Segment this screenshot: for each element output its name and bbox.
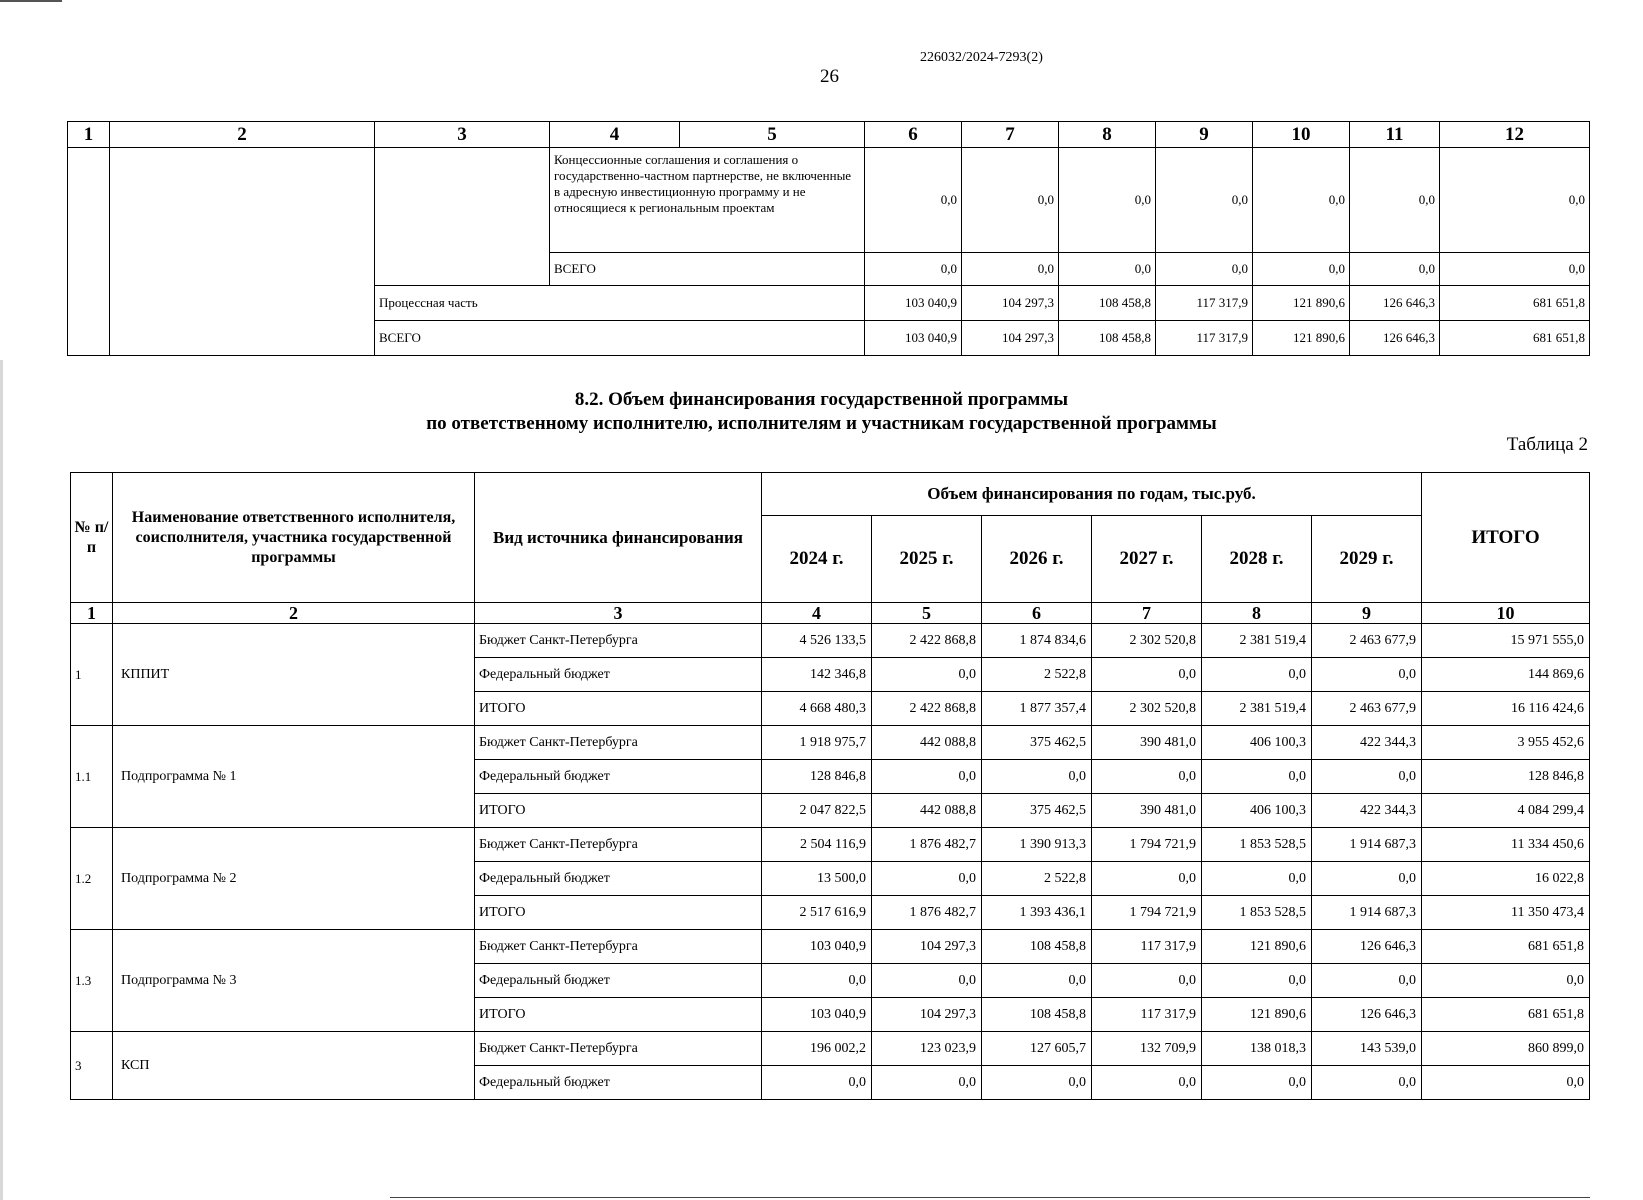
value-cell: 375 462,5 xyxy=(982,726,1092,760)
value-cell: 0,0 xyxy=(1253,253,1350,286)
value-cell: 0,0 xyxy=(865,148,962,253)
column-number: 7 xyxy=(962,122,1059,148)
column-number: 3 xyxy=(375,122,550,148)
table-row xyxy=(71,930,1590,964)
value-cell: 2 381 519,4 xyxy=(1202,624,1312,658)
funding-source: Федеральный бюджет xyxy=(475,760,762,794)
row-code: 1.3 xyxy=(71,930,113,1032)
header-total: ИТОГО xyxy=(1422,473,1590,603)
participant-name: Подпрограмма № 2 xyxy=(113,828,475,930)
value-cell: 442 088,8 xyxy=(872,726,982,760)
value-cell: 1 390 913,3 xyxy=(982,828,1092,862)
value-cell: 126 646,3 xyxy=(1350,286,1440,321)
value-cell: 0,0 xyxy=(1092,964,1202,998)
header-source: Вид источника финансирования xyxy=(475,473,762,603)
value-cell: 0,0 xyxy=(1202,964,1312,998)
empty-cell-col3 xyxy=(375,148,550,286)
value-cell: 121 890,6 xyxy=(1253,321,1350,356)
header-years-span: Объем финансирования по годам, тыс.руб. xyxy=(762,473,1422,516)
funding-source: Федеральный бюджет xyxy=(475,658,762,692)
value-cell: 0,0 xyxy=(982,964,1092,998)
value-cell: 0,0 xyxy=(865,253,962,286)
total-cell: 16 116 424,6 xyxy=(1422,692,1590,726)
value-cell: 2 302 520,8 xyxy=(1092,624,1202,658)
value-cell: 0,0 xyxy=(872,658,982,692)
value-cell: 0,0 xyxy=(1156,253,1253,286)
value-cell: 442 088,8 xyxy=(872,794,982,828)
column-number: 8 xyxy=(1202,603,1312,624)
column-number: 8 xyxy=(1059,122,1156,148)
total-cell: 0,0 xyxy=(1422,964,1590,998)
column-number: 1 xyxy=(68,122,110,148)
value-cell: 0,0 xyxy=(962,148,1059,253)
value-cell: 103 040,9 xyxy=(762,998,872,1032)
value-cell: 138 018,3 xyxy=(1202,1032,1312,1066)
value-cell: 0,0 xyxy=(1059,253,1156,286)
column-number: 11 xyxy=(1350,122,1440,148)
value-cell: 0,0 xyxy=(1092,1066,1202,1100)
table-row xyxy=(71,1032,1590,1066)
table-row xyxy=(71,726,1590,760)
value-cell: 0,0 xyxy=(1312,964,1422,998)
value-cell: 0,0 xyxy=(1350,253,1440,286)
funding-source: Бюджет Санкт-Петербурга xyxy=(475,828,762,862)
value-cell: 0,0 xyxy=(1312,1066,1422,1100)
value-cell: 0,0 xyxy=(982,1066,1092,1100)
column-number: 12 xyxy=(1440,122,1590,148)
row-code: 1.1 xyxy=(71,726,113,828)
value-cell: 117 317,9 xyxy=(1092,930,1202,964)
scan-shadow xyxy=(0,360,3,1200)
funding-source: ИТОГО xyxy=(475,692,762,726)
column-number: 5 xyxy=(680,122,865,148)
value-cell: 143 539,0 xyxy=(1312,1032,1422,1066)
total-cell: 3 955 452,6 xyxy=(1422,726,1590,760)
value-cell: 0,0 xyxy=(1202,658,1312,692)
scan-edge-mark xyxy=(0,0,62,2)
value-cell: 0,0 xyxy=(1440,253,1590,286)
total-cell: 128 846,8 xyxy=(1422,760,1590,794)
column-number-row xyxy=(71,603,1590,624)
total-cell: 681 651,8 xyxy=(1422,998,1590,1032)
value-cell: 13 500,0 xyxy=(762,862,872,896)
value-cell: 1 874 834,6 xyxy=(982,624,1092,658)
value-cell: 2 463 677,9 xyxy=(1312,624,1422,658)
funding-source: Федеральный бюджет xyxy=(475,964,762,998)
value-cell: 2 422 868,8 xyxy=(872,624,982,658)
value-cell: 406 100,3 xyxy=(1202,794,1312,828)
value-cell: 390 481,0 xyxy=(1092,794,1202,828)
value-cell: 0,0 xyxy=(872,964,982,998)
concession-row xyxy=(68,148,1590,253)
bottom-rule xyxy=(390,1197,1590,1198)
value-cell: 103 040,9 xyxy=(762,930,872,964)
header-year: 2029 г. xyxy=(1312,516,1422,603)
value-cell: 128 846,8 xyxy=(762,760,872,794)
value-cell: 0,0 xyxy=(1253,148,1350,253)
funding-source: ИТОГО xyxy=(475,896,762,930)
table-row xyxy=(71,624,1590,658)
funding-source: Бюджет Санкт-Петербурга xyxy=(475,930,762,964)
value-cell: 2 463 677,9 xyxy=(1312,692,1422,726)
value-cell: 0,0 xyxy=(962,253,1059,286)
value-cell: 1 794 721,9 xyxy=(1092,828,1202,862)
value-cell: 2 422 868,8 xyxy=(872,692,982,726)
value-cell: 104 297,3 xyxy=(872,998,982,1032)
table-row xyxy=(71,828,1590,862)
participant-name: Подпрограмма № 1 xyxy=(113,726,475,828)
continuation-table xyxy=(67,121,1590,356)
value-cell: 1 876 482,7 xyxy=(872,828,982,862)
value-cell: 104 297,3 xyxy=(962,286,1059,321)
row-label: ВСЕГО xyxy=(550,253,865,286)
column-number: 3 xyxy=(475,603,762,624)
empty-cell-col2 xyxy=(110,148,375,356)
value-cell: 0,0 xyxy=(1440,148,1590,253)
total-cell: 15 971 555,0 xyxy=(1422,624,1590,658)
value-cell: 117 317,9 xyxy=(1156,321,1253,356)
value-cell: 0,0 xyxy=(762,1066,872,1100)
value-cell: 121 890,6 xyxy=(1202,930,1312,964)
row-label: Процессная часть xyxy=(375,286,865,321)
value-cell: 2 381 519,4 xyxy=(1202,692,1312,726)
value-cell: 121 890,6 xyxy=(1253,286,1350,321)
value-cell: 1 914 687,3 xyxy=(1312,896,1422,930)
value-cell: 108 458,8 xyxy=(1059,321,1156,356)
value-cell: 4 526 133,5 xyxy=(762,624,872,658)
value-cell: 390 481,0 xyxy=(1092,726,1202,760)
value-cell: 103 040,9 xyxy=(865,286,962,321)
column-number: 10 xyxy=(1422,603,1590,624)
funding-source: Бюджет Санкт-Петербурга xyxy=(475,726,762,760)
value-cell: 196 002,2 xyxy=(762,1032,872,1066)
value-cell: 0,0 xyxy=(1092,862,1202,896)
value-cell: 1 918 975,7 xyxy=(762,726,872,760)
participant-name: КСП xyxy=(113,1032,475,1100)
funding-source: ИТОГО xyxy=(475,998,762,1032)
column-number: 5 xyxy=(872,603,982,624)
value-cell: 0,0 xyxy=(982,760,1092,794)
table-label: Таблица 2 xyxy=(1506,434,1588,455)
header-year: 2024 г. xyxy=(762,516,872,603)
column-number: 7 xyxy=(1092,603,1202,624)
value-cell: 0,0 xyxy=(1350,148,1440,253)
value-cell: 1 794 721,9 xyxy=(1092,896,1202,930)
funding-source: Федеральный бюджет xyxy=(475,862,762,896)
header-name: Наименование ответственного исполнителя, соисполнителя, участника государственной программы xyxy=(113,473,475,603)
value-cell: 681 651,8 xyxy=(1440,286,1590,321)
section-title-line2: по ответственному исполнителю, исполнителям и участникам государственной программы xyxy=(426,413,1217,434)
value-cell: 121 890,6 xyxy=(1202,998,1312,1032)
funding-source: Федеральный бюджет xyxy=(475,1066,762,1100)
financing-table xyxy=(70,472,1590,1100)
funding-source: Бюджет Санкт-Петербурга xyxy=(475,624,762,658)
value-cell: 1 853 528,5 xyxy=(1202,828,1312,862)
value-cell: 0,0 xyxy=(872,1066,982,1100)
value-cell: 2 522,8 xyxy=(982,658,1092,692)
concession-label: Концессионные соглашения и соглашения о государственно-частном партнерстве, не включенные в адресную инвестиционную программу и не относящиеся к региональным проектам xyxy=(550,148,865,253)
value-cell: 2 504 116,9 xyxy=(762,828,872,862)
column-number: 10 xyxy=(1253,122,1350,148)
value-cell: 0,0 xyxy=(1059,148,1156,253)
value-cell: 104 297,3 xyxy=(872,930,982,964)
value-cell: 126 646,3 xyxy=(1312,998,1422,1032)
value-cell: 0,0 xyxy=(1312,760,1422,794)
participant-name: Подпрограмма № 3 xyxy=(113,930,475,1032)
value-cell: 1 876 482,7 xyxy=(872,896,982,930)
value-cell: 2 047 822,5 xyxy=(762,794,872,828)
header-year: 2026 г. xyxy=(982,516,1092,603)
column-number: 4 xyxy=(550,122,680,148)
value-cell: 117 317,9 xyxy=(1092,998,1202,1032)
row-code: 3 xyxy=(71,1032,113,1100)
column-number: 2 xyxy=(110,122,375,148)
row-code: 1.2 xyxy=(71,828,113,930)
total-cell: 681 651,8 xyxy=(1422,930,1590,964)
funding-source: ИТОГО xyxy=(475,794,762,828)
value-cell: 108 458,8 xyxy=(982,998,1092,1032)
column-number: 9 xyxy=(1156,122,1253,148)
value-cell: 126 646,3 xyxy=(1350,321,1440,356)
total-cell: 11 350 473,4 xyxy=(1422,896,1590,930)
row-code: 1 xyxy=(71,624,113,726)
column-number-row xyxy=(68,122,1590,148)
value-cell: 0,0 xyxy=(1312,862,1422,896)
value-cell: 422 344,3 xyxy=(1312,794,1422,828)
value-cell: 2 517 616,9 xyxy=(762,896,872,930)
column-number: 6 xyxy=(865,122,962,148)
value-cell: 375 462,5 xyxy=(982,794,1092,828)
value-cell: 104 297,3 xyxy=(962,321,1059,356)
column-number: 2 xyxy=(113,603,475,624)
value-cell: 0,0 xyxy=(1312,658,1422,692)
empty-cell-col1 xyxy=(68,148,110,356)
value-cell: 0,0 xyxy=(1202,760,1312,794)
header-year: 2025 г. xyxy=(872,516,982,603)
page-number: 26 xyxy=(820,66,839,87)
column-number: 1 xyxy=(71,603,113,624)
header-year: 2028 г. xyxy=(1202,516,1312,603)
value-cell: 1 393 436,1 xyxy=(982,896,1092,930)
value-cell: 126 646,3 xyxy=(1312,930,1422,964)
value-cell: 108 458,8 xyxy=(1059,286,1156,321)
document-code: 226032/2024-7293(2) xyxy=(920,50,1043,65)
value-cell: 4 668 480,3 xyxy=(762,692,872,726)
column-number: 4 xyxy=(762,603,872,624)
header-year: 2027 г. xyxy=(1092,516,1202,603)
value-cell: 681 651,8 xyxy=(1440,321,1590,356)
value-cell: 422 344,3 xyxy=(1312,726,1422,760)
value-cell: 0,0 xyxy=(1092,658,1202,692)
value-cell: 0,0 xyxy=(872,862,982,896)
participant-name: КППИТ xyxy=(113,624,475,726)
value-cell: 142 346,8 xyxy=(762,658,872,692)
value-cell: 1 853 528,5 xyxy=(1202,896,1312,930)
value-cell: 1 877 357,4 xyxy=(982,692,1092,726)
value-cell: 117 317,9 xyxy=(1156,286,1253,321)
section-title-line1: 8.2. Объем финансирования государственной программы xyxy=(574,389,1069,410)
value-cell: 406 100,3 xyxy=(1202,726,1312,760)
total-cell: 11 334 450,6 xyxy=(1422,828,1590,862)
value-cell: 1 914 687,3 xyxy=(1312,828,1422,862)
total-cell: 860 899,0 xyxy=(1422,1032,1590,1066)
total-cell: 0,0 xyxy=(1422,1066,1590,1100)
value-cell: 108 458,8 xyxy=(982,930,1092,964)
total-cell: 16 022,8 xyxy=(1422,862,1590,896)
value-cell: 0,0 xyxy=(1092,760,1202,794)
column-number: 9 xyxy=(1312,603,1422,624)
funding-source: Бюджет Санкт-Петербурга xyxy=(475,1032,762,1066)
value-cell: 2 522,8 xyxy=(982,862,1092,896)
value-cell: 0,0 xyxy=(1202,1066,1312,1100)
row-label: ВСЕГО xyxy=(375,321,865,356)
value-cell: 123 023,9 xyxy=(872,1032,982,1066)
header-num: № п/п xyxy=(71,473,113,603)
value-cell: 132 709,9 xyxy=(1092,1032,1202,1066)
total-cell: 144 869,6 xyxy=(1422,658,1590,692)
value-cell: 127 605,7 xyxy=(982,1032,1092,1066)
value-cell: 2 302 520,8 xyxy=(1092,692,1202,726)
value-cell: 0,0 xyxy=(1202,862,1312,896)
value-cell: 103 040,9 xyxy=(865,321,962,356)
value-cell: 0,0 xyxy=(762,964,872,998)
total-cell: 4 084 299,4 xyxy=(1422,794,1590,828)
value-cell: 0,0 xyxy=(872,760,982,794)
column-number: 6 xyxy=(982,603,1092,624)
value-cell: 0,0 xyxy=(1156,148,1253,253)
